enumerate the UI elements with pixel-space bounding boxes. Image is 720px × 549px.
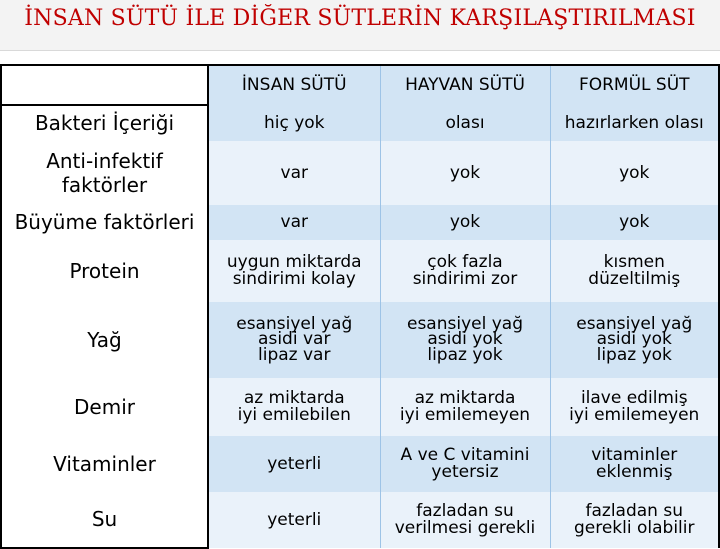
table-cell: yeterli [208,436,380,492]
row-label: Yağ [1,302,208,378]
table-cell: fazladan su verilmesi gerekli [380,492,550,548]
table-cell: yok [380,141,550,205]
table-cell: olası [380,105,550,141]
table-cell: yeterli [208,492,380,548]
table-cell: yok [380,205,550,240]
table-cell: esansiyel yağ asidi var lipaz var [208,302,380,378]
row-label: Demir [1,378,208,436]
table-cell: yok [550,141,719,205]
table-cell: vitaminler eklenmiş [550,436,719,492]
table-cell: az miktarda iyi emilemeyen [380,378,550,436]
table-row [1,378,719,436]
table-row [1,205,719,240]
table-row [1,240,719,302]
table-cell: var [208,205,380,240]
column-header-human-milk: İNSAN SÜTÜ [208,65,380,105]
column-header-animal-milk: HAYVAN SÜTÜ [380,65,550,105]
table-cell: az miktarda iyi emilebilen [208,378,380,436]
table-corner [1,65,208,105]
table-row [1,105,719,141]
table-row [1,436,719,492]
table-cell: fazladan su gerekli olabilir [550,492,719,548]
table-cell: ilave edilmiş iyi emilemeyen [550,378,719,436]
table-row [1,141,719,205]
row-label: Protein [1,240,208,302]
table-cell: çok fazla sindirimi zor [380,240,550,302]
table-cell: esansiyel yağ asidi yok lipaz yok [550,302,719,378]
title-bar [0,0,720,51]
table-cell: hiç yok [208,105,380,141]
row-label: Anti-infektif faktörler [1,141,208,205]
page-title: İNSAN SÜTÜ İLE DİĞER SÜTLERİN KARŞILAŞTIRILMASI [24,6,696,31]
table-cell: kısmen düzeltilmiş [550,240,719,302]
comparison-table [0,64,720,549]
table-cell: yok [550,205,719,240]
table-cell: uygun miktarda sindirimi kolay [208,240,380,302]
column-header-formula-milk: FORMÜL SÜT [550,65,719,105]
table-cell: esansiyel yağ asidi yok lipaz yok [380,302,550,378]
row-label: Büyüme faktörleri [1,205,208,240]
table-cell: hazırlarken olası [550,105,719,141]
table-cell: A ve C vitamini yetersiz [380,436,550,492]
row-label: Su [1,492,208,548]
row-label: Bakteri İçeriği [1,105,208,141]
table-cell: var [208,141,380,205]
table-row [1,302,719,378]
row-label: Vitaminler [1,436,208,492]
table-header-row [1,65,719,105]
